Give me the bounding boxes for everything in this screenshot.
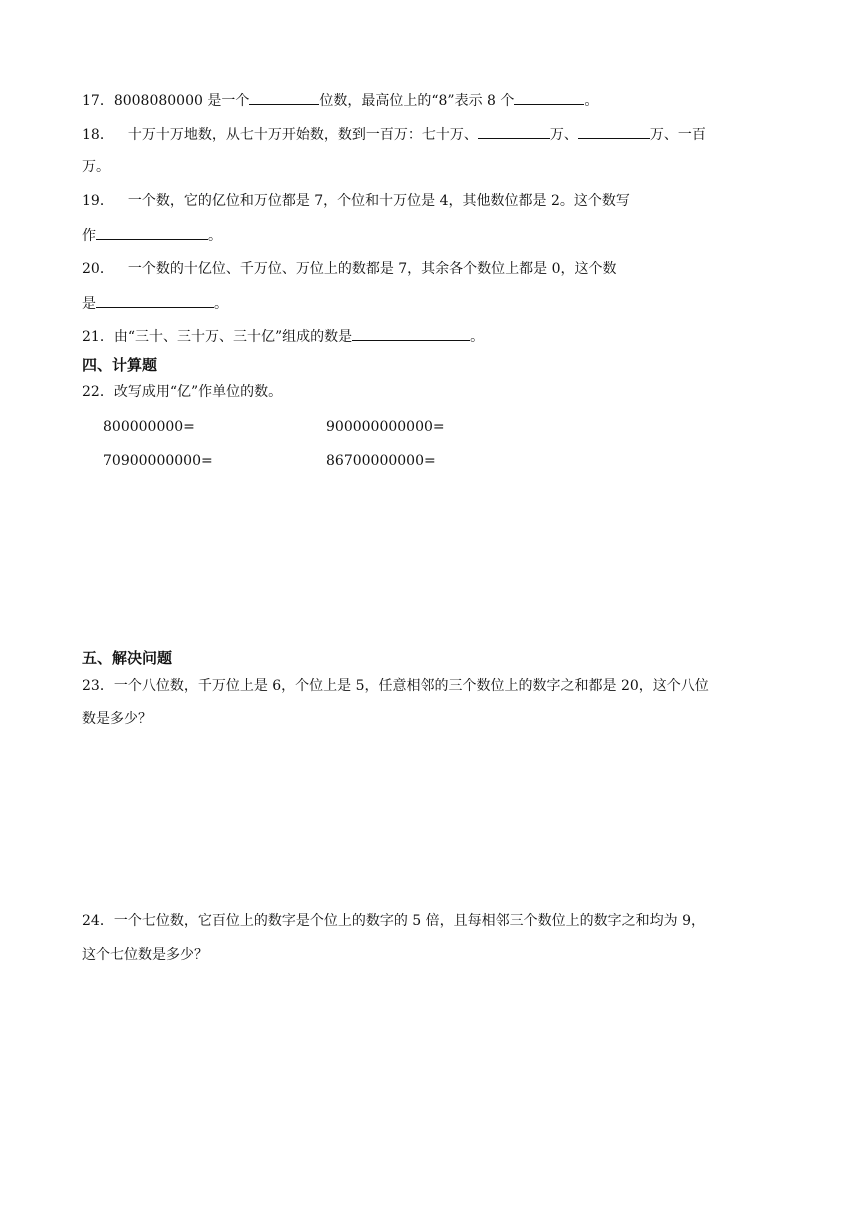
question-number: 17． [82,93,114,109]
answer-blank[interactable] [514,90,584,105]
answer-blank[interactable] [96,293,214,308]
question-23 [82,676,709,696]
question-text: 十万十万地数，从七十万开始数，数到一百万：七十万、 [127,127,478,143]
answer-blank[interactable] [578,124,650,139]
question-number: 22． [82,384,114,400]
question-text: 万、 [549,127,578,143]
section-heading-problem-solving: 五、解决问题 [82,649,173,667]
question-number: 24． [82,913,114,929]
question-18-cont [82,157,110,177]
question-23-cont [82,709,152,729]
question-text: 是 [82,296,96,312]
question-text: 一个八位数，千万位上是 6，个位上是 5，任意相邻的三个数位上的数字之和都是 20，这个八位 [113,678,709,694]
question-19-cont [82,225,222,246]
question-19 [82,191,630,211]
question-number: 20． [82,261,114,277]
question-22 [82,382,282,402]
calc-item: 900000000000= [326,419,445,435]
question-text: 一个数，它的亿位和万位都是 7，个位和十万位是 4，其他数位都是 2。这个数写 [127,193,630,209]
answer-blank[interactable] [478,124,550,139]
question-24-cont [82,945,208,965]
question-text: 。 [214,296,228,312]
section-heading-calculation: 四、计算题 [82,356,158,374]
question-text: 由“三十、三十万、三十亿”组成的数是 [113,329,353,345]
question-number: 19． [82,193,114,209]
question-20 [82,259,617,279]
question-17 [82,90,598,111]
question-number: 23． [82,678,114,694]
calc-item: 70900000000= [103,453,213,469]
question-text: 。 [208,228,222,244]
calc-item: 800000000= [103,419,195,435]
question-20-cont [82,293,228,314]
question-21 [82,326,484,347]
question-24 [82,911,705,931]
question-text: 。 [584,93,599,109]
question-text: 这个七位数是多少？ [82,947,208,963]
question-text: 数是多少？ [82,711,152,727]
question-text: 万、一百 [649,127,706,143]
question-text: 8008080000 是一个 [113,93,250,109]
calc-item: 86700000000= [326,453,436,469]
answer-blank[interactable] [352,326,470,341]
question-text: 位数，最高位上的“8”表示 8 个 [319,93,515,109]
answer-blank[interactable] [249,90,319,105]
question-number: 18． [82,127,114,143]
question-text: 。 [470,329,485,345]
question-text: 改写成用“亿”作单位的数。 [113,384,283,400]
question-18 [82,124,706,145]
question-text: 一个数的十亿位、千万位、万位上的数都是 7，其余各个数位上都是 0，这个数 [127,261,617,277]
question-text: 作 [82,228,96,244]
answer-blank[interactable] [96,225,208,240]
question-text: 万。 [82,159,110,175]
question-text: 一个七位数，它百位上的数字是个位上的数字的 5 倍，且每相邻三个数位上的数字之和均为 9， [113,913,705,929]
question-number: 21． [82,329,114,345]
